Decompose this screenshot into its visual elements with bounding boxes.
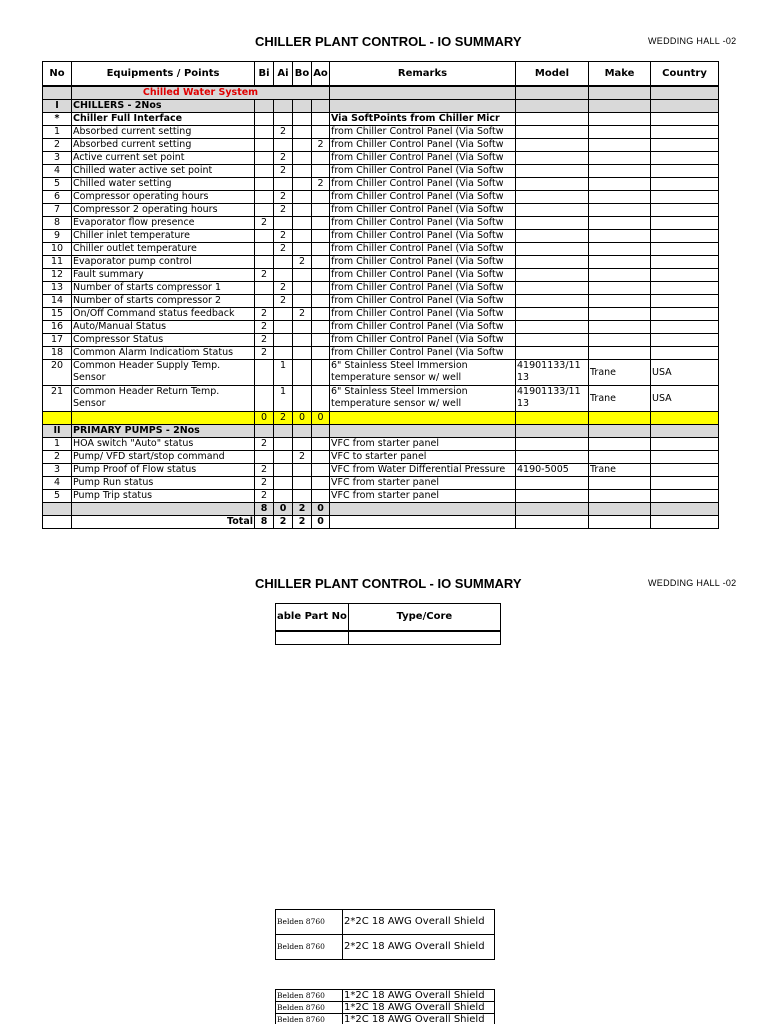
io-count-bo: 2 [293, 308, 312, 321]
subtotal-bo: 2 [293, 503, 312, 516]
io-count-ai: 2 [274, 126, 293, 139]
io-count-bi: 2 [255, 269, 274, 282]
io-count-ai: 2 [274, 152, 293, 165]
country-cell: USA [651, 386, 719, 412]
io-count-ai: 1 [274, 360, 293, 386]
io-count-ai: 2 [274, 282, 293, 295]
row-number: 18 [43, 347, 72, 360]
row-number: 4 [43, 477, 72, 490]
io-count-bo: 2 [293, 256, 312, 269]
model-cell: 4190-5005 [516, 464, 589, 477]
remarks-cell: from Chiller Control Panel (Via Softw [330, 295, 516, 308]
remarks-cell: from Chiller Control Panel (Via Softw [330, 217, 516, 230]
point-name: Common Alarm Indicatiom Status [72, 347, 255, 360]
subtotal-ao: 0 [312, 503, 330, 516]
io-count-ai: 2 [274, 191, 293, 204]
point-name: Pump Trip status [72, 490, 255, 503]
point-name: Common Header Supply Temp. Sensor [72, 360, 255, 386]
cable-row [276, 990, 495, 1002]
row-number: 16 [43, 321, 72, 334]
remarks-cell: from Chiller Control Panel (Via Softw [330, 321, 516, 334]
point-name: Active current set point [72, 152, 255, 165]
point-name: Chilled water setting [72, 178, 255, 191]
point-name: Evaporator pump control [72, 256, 255, 269]
row-number: 14 [43, 295, 72, 308]
page2-subtitle: WEDDING HALL -02 [648, 578, 737, 588]
point-name: Compressor 2 operating hours [72, 204, 255, 217]
remarks-cell: from Chiller Control Panel (Via Softw [330, 152, 516, 165]
point-name: Pump Proof of Flow status [72, 464, 255, 477]
column-header-remarks: Remarks [330, 62, 516, 87]
io-count-ai: 2 [274, 243, 293, 256]
remarks-cell: from Chiller Control Panel (Via Softw [330, 282, 516, 295]
remarks-cell: from Chiller Control Panel (Via Softw [330, 126, 516, 139]
point-name: Compressor Status [72, 334, 255, 347]
io-count-bi: 2 [255, 321, 274, 334]
row-number: 12 [43, 269, 72, 282]
remarks-cell: from Chiller Control Panel (Via Softw [330, 347, 516, 360]
model-cell: 41901133/11 13 [516, 360, 589, 386]
io-count-bi: 2 [255, 438, 274, 451]
row-number: 9 [43, 230, 72, 243]
remarks-cell: from Chiller Control Panel (Via Softw [330, 178, 516, 191]
point-name: On/Off Command status feedback [72, 308, 255, 321]
row-number: * [43, 113, 72, 126]
io-count-ao: 2 [312, 139, 330, 152]
remarks-cell: from Chiller Control Panel (Via Softw [330, 269, 516, 282]
remarks-cell: from Chiller Control Panel (Via Softw [330, 256, 516, 269]
cable-part: Belden 8760 [276, 990, 343, 1002]
cable-part: Belden 8760 [276, 1014, 343, 1024]
make-cell: Trane [589, 464, 651, 477]
country-cell: USA [651, 360, 719, 386]
row-number: 13 [43, 282, 72, 295]
cable-type: 1*2C 18 AWG Overall Shield [343, 1002, 495, 1014]
point-name: Pump Run status [72, 477, 255, 490]
row-number: 5 [43, 178, 72, 191]
system-label: Chilled Water System [72, 86, 330, 100]
point-name: Number of starts compressor 1 [72, 282, 255, 295]
cable-list-b [275, 989, 495, 1024]
io-count-ai: 2 [274, 204, 293, 217]
section-number: I [43, 100, 72, 113]
subtotal-bi: 0 [255, 412, 274, 425]
row-number: 21 [43, 386, 72, 412]
total-bi: 8 [255, 516, 274, 529]
io-count-bi: 2 [255, 347, 274, 360]
remarks-cell: from Chiller Control Panel (Via Softw [330, 308, 516, 321]
row-number: 11 [43, 256, 72, 269]
io-count-bi: 2 [255, 217, 274, 230]
point-name: HOA switch "Auto" status [72, 438, 255, 451]
cable-part: Belden 8760 [276, 910, 343, 935]
total-ai: 2 [274, 516, 293, 529]
subtotal-ai: 2 [274, 412, 293, 425]
remarks-cell: VFC from Water Differential Pressure [330, 464, 516, 477]
row-number: 20 [43, 360, 72, 386]
cable-type: 2*2C 18 AWG Overall Shield [343, 935, 495, 960]
row-number: 5 [43, 490, 72, 503]
remarks-cell: from Chiller Control Panel (Via Softw [330, 334, 516, 347]
row-number: 1 [43, 126, 72, 139]
point-name: Absorbed current setting [72, 126, 255, 139]
cable-type-header: Type/Core [348, 604, 500, 632]
remarks-cell: from Chiller Control Panel (Via Softw [330, 243, 516, 256]
row-number: 2 [43, 451, 72, 464]
remarks-cell: VFC from starter panel [330, 438, 516, 451]
row-number: 10 [43, 243, 72, 256]
subtotal-ai: 0 [274, 503, 293, 516]
point-name: Absorbed current setting [72, 139, 255, 152]
point-name: Common Header Return Temp. Sensor [72, 386, 255, 412]
cable-row [276, 1014, 495, 1024]
io-count-bi: 2 [255, 464, 274, 477]
column-header-equipment: Equipments / Points [72, 62, 255, 87]
io-count-ai: 2 [274, 165, 293, 178]
io-count-ai: 2 [274, 230, 293, 243]
row-number: 17 [43, 334, 72, 347]
section-name: CHILLERS - 2Nos [72, 100, 255, 113]
cable-type: 1*2C 18 AWG Overall Shield [343, 990, 495, 1002]
cable-type: 1*2C 18 AWG Overall Shield [343, 1014, 495, 1024]
row-number: 7 [43, 204, 72, 217]
remarks-cell: from Chiller Control Panel (Via Softw [330, 204, 516, 217]
point-name: Auto/Manual Status [72, 321, 255, 334]
cable-part: Belden 8760 [276, 935, 343, 960]
row-number: 15 [43, 308, 72, 321]
remarks-cell: from Chiller Control Panel (Via Softw [330, 191, 516, 204]
io-count-bi: 2 [255, 477, 274, 490]
row-number: 3 [43, 152, 72, 165]
remarks-cell: VFC from starter panel [330, 490, 516, 503]
io-count-ai: 1 [274, 386, 293, 412]
point-name: Pump/ VFD start/stop command [72, 451, 255, 464]
column-header-ao: Ao [312, 62, 330, 87]
point-name: Chiller outlet temperature [72, 243, 255, 256]
section-number: II [43, 425, 72, 438]
subtotal-bo: 0 [293, 412, 312, 425]
remarks-cell: VFC to starter panel [330, 451, 516, 464]
remarks-cell: VFC from starter panel [330, 477, 516, 490]
io-count-ai: 2 [274, 295, 293, 308]
model-cell: 41901133/11 13 [516, 386, 589, 412]
io-count-ao: 2 [312, 178, 330, 191]
row-number: 1 [43, 438, 72, 451]
point-name: Compressor operating hours [72, 191, 255, 204]
row-number: 3 [43, 464, 72, 477]
column-header-ai: Ai [274, 62, 293, 87]
point-name: Chilled water active set point [72, 165, 255, 178]
column-header-country: Country [651, 62, 719, 87]
row-number: 4 [43, 165, 72, 178]
point-name: Chiller inlet temperature [72, 230, 255, 243]
cable-part-header: able Part No [276, 604, 349, 632]
subtotal-ao: 0 [312, 412, 330, 425]
row-number: 6 [43, 191, 72, 204]
point-name: Fault summary [72, 269, 255, 282]
remarks-cell: from Chiller Control Panel (Via Softw [330, 165, 516, 178]
section-name: PRIMARY PUMPS - 2Nos [72, 425, 255, 438]
point-name: Evaporator flow presence [72, 217, 255, 230]
total-bo: 2 [293, 516, 312, 529]
io-count-bi: 2 [255, 308, 274, 321]
io-count-bo: 2 [293, 451, 312, 464]
total-ao: 0 [312, 516, 330, 529]
page-title: CHILLER PLANT CONTROL - IO SUMMARY [255, 34, 522, 49]
remarks-cell: 6" Stainless Steel Immersion temperature sensor w/ well [330, 360, 516, 386]
column-header-make: Make [589, 62, 651, 87]
remarks-cell: from Chiller Control Panel (Via Softw [330, 230, 516, 243]
column-header-bi: Bi [255, 62, 274, 87]
page2-title: CHILLER PLANT CONTROL - IO SUMMARY [255, 576, 522, 591]
point-name: Chiller Full Interface [72, 113, 255, 126]
total-label: Total [72, 516, 255, 529]
cable-row [276, 1002, 495, 1014]
cable-part: Belden 8760 [276, 1002, 343, 1014]
column-header-model: Model [516, 62, 589, 87]
make-cell: Trane [589, 360, 651, 386]
row-number: 2 [43, 139, 72, 152]
row-number: 8 [43, 217, 72, 230]
point-name: Number of starts compressor 2 [72, 295, 255, 308]
remarks-cell: from Chiller Control Panel (Via Softw [330, 139, 516, 152]
io-count-bi: 2 [255, 490, 274, 503]
remarks-cell: Via SoftPoints from Chiller Micr [330, 113, 516, 126]
make-cell: Trane [589, 386, 651, 412]
subtotal-bi: 8 [255, 503, 274, 516]
column-header-bo: Bo [293, 62, 312, 87]
remarks-cell: 6" Stainless Steel Immersion temperature sensor w/ well [330, 386, 516, 412]
page-subtitle: WEDDING HALL -02 [648, 36, 737, 46]
column-header-no: No [43, 62, 72, 87]
cable-type: 2*2C 18 AWG Overall Shield [343, 910, 495, 935]
io-count-bi: 2 [255, 334, 274, 347]
